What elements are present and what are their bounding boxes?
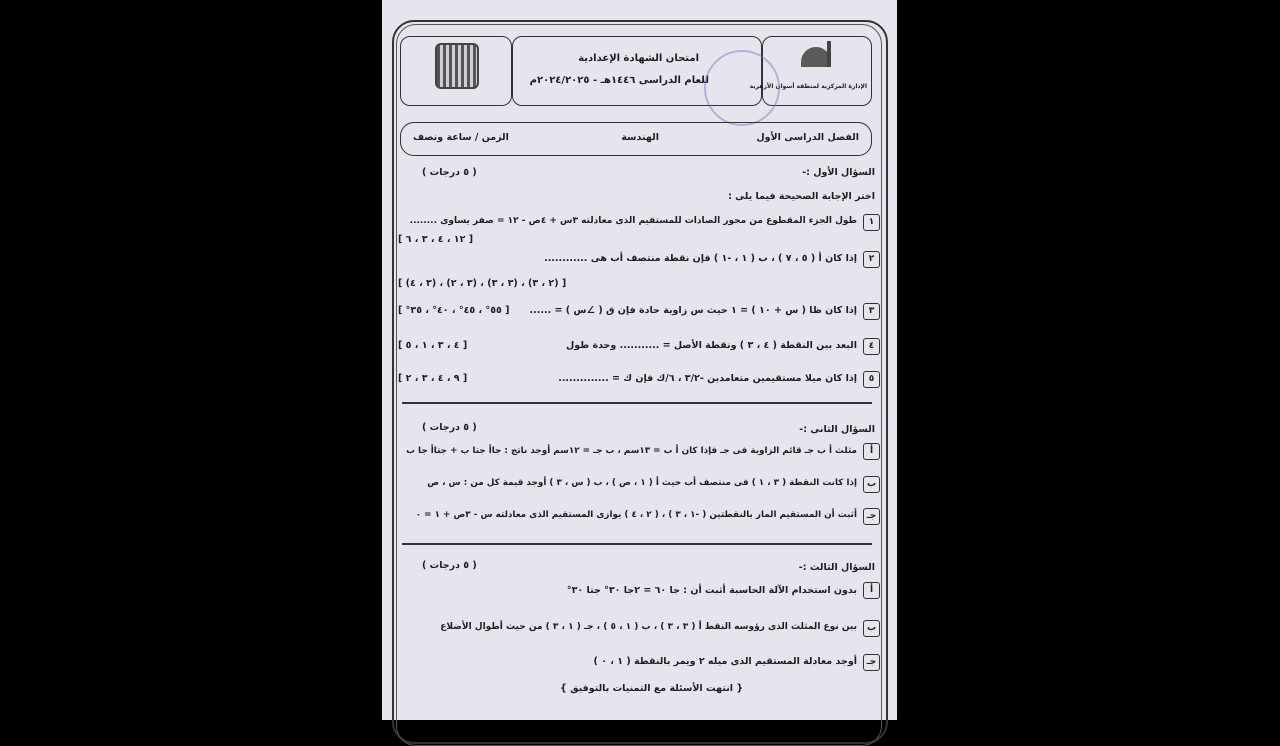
minaret-icon bbox=[827, 41, 831, 67]
directorate-name: الإدارة المركزية لمنطقة أسوان الأزهرية bbox=[749, 83, 867, 90]
q2-item-b-text: إذا كانت النقطة ( ٣ ، ١ ) فى منتصف أب حيث أ ( ١ ، ص ) ، ب ( س ، ٣ ) أوجد قيمة كل من : س ، ص bbox=[427, 478, 857, 488]
azhar-logo-icon bbox=[435, 43, 479, 89]
exam-title: امتحان الشهادة الإعدادية bbox=[578, 53, 699, 64]
logo-box-left bbox=[400, 36, 512, 106]
q3-item-a-text: بدون استخدام الآلة الحاسبة أثبت أن : جا ٦٠ = ٢جا ٣٠° جتا ٣٠° bbox=[566, 585, 857, 596]
official-stamp bbox=[704, 50, 780, 126]
q1-item-4-number: ٤ bbox=[863, 338, 880, 355]
q1-item-4-text: البعد بين النقطة ( ٤ ، ٣ ) ونقطة الأصل = ........... وحدة طول bbox=[566, 340, 857, 351]
q1-title: السؤال الأول :- bbox=[802, 167, 875, 178]
q2-item-a-number: أ bbox=[863, 443, 880, 460]
section-divider bbox=[402, 543, 872, 545]
academic-year: للعام الدراسى ١٤٤٦هـ - ٢٠٢٤/٢٠٢٥م bbox=[529, 75, 709, 86]
closing-note: { انتهت الأسئلة مع التمنيات بالتوفيق } bbox=[560, 683, 744, 694]
q1-instruction: اختر الإجابة الصحيحة فيما يلى : bbox=[728, 191, 875, 202]
term-label: الفصل الدراسى الأول bbox=[756, 132, 859, 143]
q1-item-4-choices: [ ٤ ، ٣ ، ١ ، ٥ ] bbox=[398, 340, 468, 351]
q1-item-1-number: ١ bbox=[863, 214, 880, 231]
q1-item-5-number: ٥ bbox=[863, 371, 880, 388]
q2-item-c-text: أثبت أن المستقيم المار بالنقطتين ( -١ ، ٣ ) ، ( ٢ ، ٤ ) يوازى المستقيم الذى معادلته س - ٣ص + ١ = ٠ bbox=[415, 510, 857, 520]
q3-item-a-number: أ bbox=[863, 582, 880, 599]
q1-item-3-choices: [ ٥٥° ، ٤٥° ، ٤٠° ، ٣٥° ] bbox=[398, 305, 510, 316]
time-label: الزمن / ساعة ونصف bbox=[413, 132, 509, 143]
q2-item-b-number: ب bbox=[863, 476, 880, 493]
q2-item-c-number: جـ bbox=[863, 508, 880, 525]
q3-title: السؤال الثالث :- bbox=[798, 562, 875, 573]
subject-bar bbox=[400, 122, 872, 156]
section-divider bbox=[402, 402, 872, 404]
q1-item-2-text: إذا كان أ ( ٥ ، ٧ ) ، ب ( ١ ، -١ ) فإن نقطة منتصف أب هى ............ bbox=[544, 253, 857, 264]
q3-item-c-text: أوجد معادلة المستقيم الذى ميله ٢ ويمر بالنقطة ( ١ ، ٠ ) bbox=[593, 656, 857, 667]
exam-paper bbox=[382, 0, 897, 720]
q3-marks: ( ٥ درجات ) bbox=[422, 560, 477, 571]
q2-marks: ( ٥ درجات ) bbox=[422, 422, 477, 433]
q1-item-5-text: إذا كان ميلا مستقيمين متعامدين -٣/٢ ، ٦/ك فإن ك = .............. bbox=[558, 373, 857, 384]
q2-title: السؤال الثانى :- bbox=[799, 424, 875, 435]
q1-item-3-text: إذا كان ظا ( س + ١٠ ) = ١ حيث س زاوية حادة فإن ق ( ∠س ) = ...... bbox=[529, 305, 857, 316]
q3-item-b-text: بين نوع المثلث الذى رؤوسه النقط أ ( ٣ ، ٣ ) ، ب ( ١ ، ٥ ) ، جـ ( ١ ، ٣ ) من حيث أطوال الأضلاع bbox=[440, 622, 857, 632]
q3-item-c-number: جـ bbox=[863, 654, 880, 671]
q1-item-1-text: طول الجزء المقطوع من محور الصادات للمستقيم الذى معادلته ٣س + ٤ص - ١٢ = صفر يساوى ........ bbox=[409, 216, 857, 226]
q1-item-2-choices: [ (٢ ، ٣) ، (٣ ، ٣) ، (٣ ، ٢) ، (٣ ، ٤) ] bbox=[398, 278, 567, 289]
subject-label: الهندسة bbox=[621, 132, 659, 143]
q2-item-a-text: مثلث أ ب جـ قائم الزاوية فى جـ فإذا كان أ ب = ١٣سم ، ب جـ = ١٢سم أوجد ناتج : جاأ جتا ب + جتاأ جا ب bbox=[406, 446, 857, 456]
q1-marks: ( ٥ درجات ) bbox=[422, 167, 477, 178]
q1-item-5-choices: [ ٩ ، ٤ ، ٣ ، ٢ ] bbox=[398, 373, 468, 384]
q1-item-2-number: ٢ bbox=[863, 251, 880, 268]
q3-item-b-number: ب bbox=[863, 620, 880, 637]
q1-item-1-choices: [ ١٢ ، ٤ ، ٣ ، ٦ ] bbox=[398, 234, 474, 245]
q1-item-3-number: ٣ bbox=[863, 303, 880, 320]
